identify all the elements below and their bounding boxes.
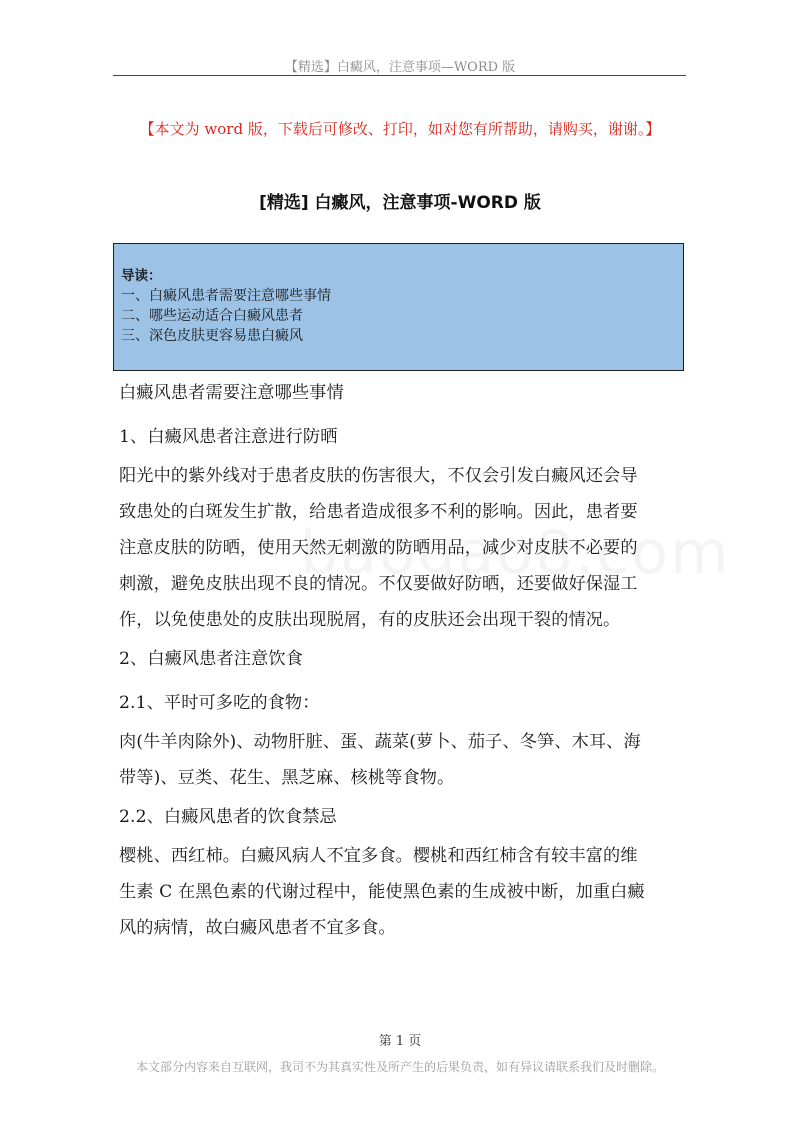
item22-heading: 2.2、白癜风患者的饮食禁忌 — [119, 807, 337, 827]
item1-heading: 1、白癜风患者注意进行防晒 — [119, 427, 338, 447]
page-number: 第 1 页 — [378, 1034, 422, 1049]
item22-paragraph — [119, 838, 689, 946]
item2-heading: 2、白癜风患者注意饮食 — [119, 649, 303, 669]
guide-item-2: 二、哪些运动适合白癜风患者 — [121, 308, 303, 324]
header-divider — [113, 75, 686, 76]
paragraph-line: 风的病情，故白癜风患者不宜多食。 — [119, 918, 396, 938]
guide-box — [113, 243, 684, 371]
paragraph-line: 刺激，避免皮肤出现不良的情况。不仅要做好防晒，还要做好保湿工 — [119, 574, 638, 594]
paragraph-line: 致患处的白斑发生扩散，给患者造成很多不利的影响。因此，患者要 — [119, 502, 638, 522]
item1-paragraph — [119, 458, 689, 638]
guide-item-1: 一、白癜风患者需要注意哪些事情 — [121, 288, 331, 304]
paragraph-line: 肉(牛羊肉除外)、动物肝脏、蛋、蔬菜(萝卜、茄子、冬笋、木耳、海 — [119, 732, 641, 752]
paragraph-line: 阳光中的紫外线对于患者皮肤的伤害很大，不仅会引发白癜风还会导 — [119, 466, 638, 486]
guide-item-3: 三、深色皮肤更容易患白癜风 — [121, 328, 303, 344]
paragraph-line: 注意皮肤的防晒，使用天然无刺激的防晒用品，减少对皮肤不必要的 — [119, 538, 638, 558]
section-heading: 白癜风患者需要注意哪些事情 — [119, 383, 344, 403]
document-title: [精选] 白癜风，注意事项-WORD 版 — [259, 193, 541, 213]
paragraph-line: 带等)、豆类、花生、黑芝麻、核桃等食物。 — [119, 768, 455, 788]
document-body — [119, 378, 689, 946]
paragraph-line: 樱桃、西红柿。白癜风病人不宜多食。樱桃和西红柿含有较丰富的维 — [119, 846, 638, 866]
item21-paragraph — [119, 724, 689, 796]
paragraph-line: 生素 C 在黑色素的代谢过程中，能使黑色素的生成被中断，加重白癜 — [119, 882, 645, 902]
paragraph-line: 作，以免使患处的皮肤出现脱屑，有的皮肤还会出现干裂的情况。 — [119, 610, 621, 630]
page-header: 【精选】白癜风，注意事项—WORD 版 — [284, 60, 516, 75]
guide-label: 导读： — [121, 268, 162, 284]
download-notice: 【本文为 word 版，下载后可修改、打印，如对您有所帮助，请购买，谢谢。】 — [139, 120, 661, 138]
footer-disclaimer: 本文部分内容来自互联网，我司不为其真实性及所产生的后果负责，如有异议请联系我们及时删除。 — [135, 1060, 664, 1074]
item21-heading: 2.1、平时可多吃的食物： — [119, 693, 320, 713]
